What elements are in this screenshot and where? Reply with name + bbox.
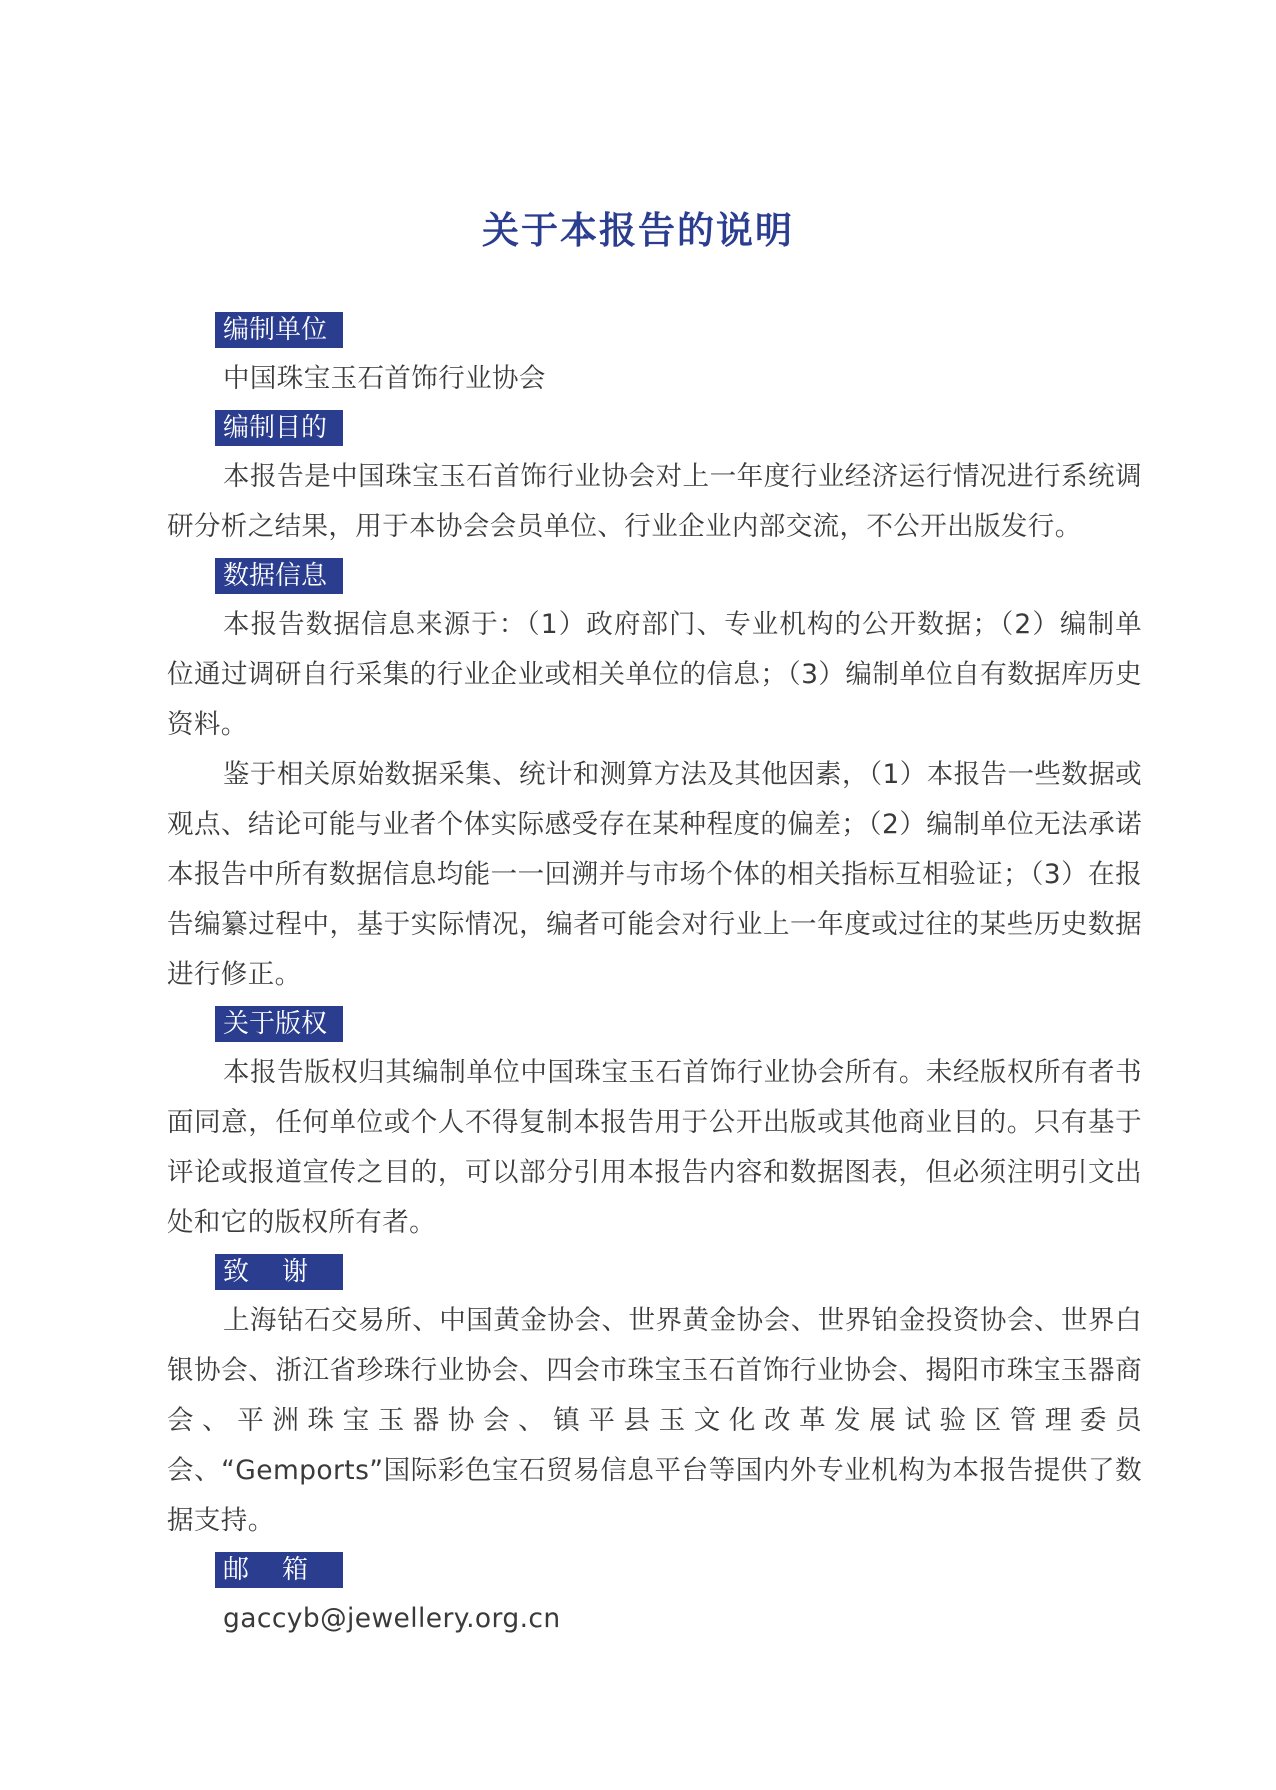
section-data-info	[167, 558, 1142, 1000]
section-paragraph: 鉴于相关原始数据采集、统计和测算方法及其他因素，（1）本报告一些数据或观点、结论可能与业者个体实际感受存在某种程度的偏差；（2）编制单位无法承诺本报告中所有数据信息均能一一回溯并与市场个体的相关指标互相验证；（3）在报告编纂过程中，基于实际情况，编者可能会对行业上一年度或过往的某些历史数据进行修正。	[167, 759, 1142, 990]
section-label: 编制单位	[215, 312, 343, 348]
section-paragraph: 本报告数据信息来源于：（1）政府部门、专业机构的公开数据；（2）编制单位通过调研自行采集的行业企业或相关单位的信息；（3）编制单位自有数据库历史资料。	[167, 609, 1142, 740]
section-paragraph: 上海钻石交易所、中国黄金协会、世界黄金协会、世界铂金投资协会、世界白银协会、浙江省珍珠行业协会、四会市珠宝玉石首饰行业协会、揭阳市珠宝玉器商会、平洲珠宝玉器协会、镇平县玉文化改革发展试验区管理委员会、“Gemports”国际彩色宝石贸易信息平台等国内外专业机构为本报告提供了数据支持。	[167, 1305, 1142, 1536]
report-content	[167, 312, 1142, 1644]
section-paragraph: 本报告是中国珠宝玉石首饰行业协会对上一年度行业经济运行情况进行系统调研分析之结果，用于本协会会员单位、行业企业内部交流，不公开出版发行。	[167, 461, 1142, 542]
section-acknowledgement	[167, 1254, 1142, 1546]
section-label: 邮 箱	[215, 1552, 343, 1588]
email-address: gaccyb@jewellery.org.cn	[223, 1603, 561, 1634]
section-label: 数据信息	[215, 558, 343, 594]
section-email	[167, 1552, 1142, 1644]
section-label: 关于版权	[215, 1006, 343, 1042]
page-title: 关于本报告的说明	[482, 208, 794, 252]
section-paragraph: 本报告版权归其编制单位中国珠宝玉石首饰行业协会所有。未经版权所有者书面同意，任何单位或个人不得复制本报告用于公开出版或其他商业目的。只有基于评论或报道宣传之目的，可以部分引用本报告内容和数据图表，但必须注明引文出处和它的版权所有者。	[167, 1057, 1142, 1238]
section-copyright	[167, 1006, 1142, 1248]
section-label: 致 谢	[215, 1254, 343, 1290]
section-label: 编制目的	[215, 410, 343, 446]
section-paragraph: 中国珠宝玉石首饰行业协会	[223, 363, 546, 394]
section-compiler	[167, 312, 1142, 404]
section-purpose	[167, 410, 1142, 552]
